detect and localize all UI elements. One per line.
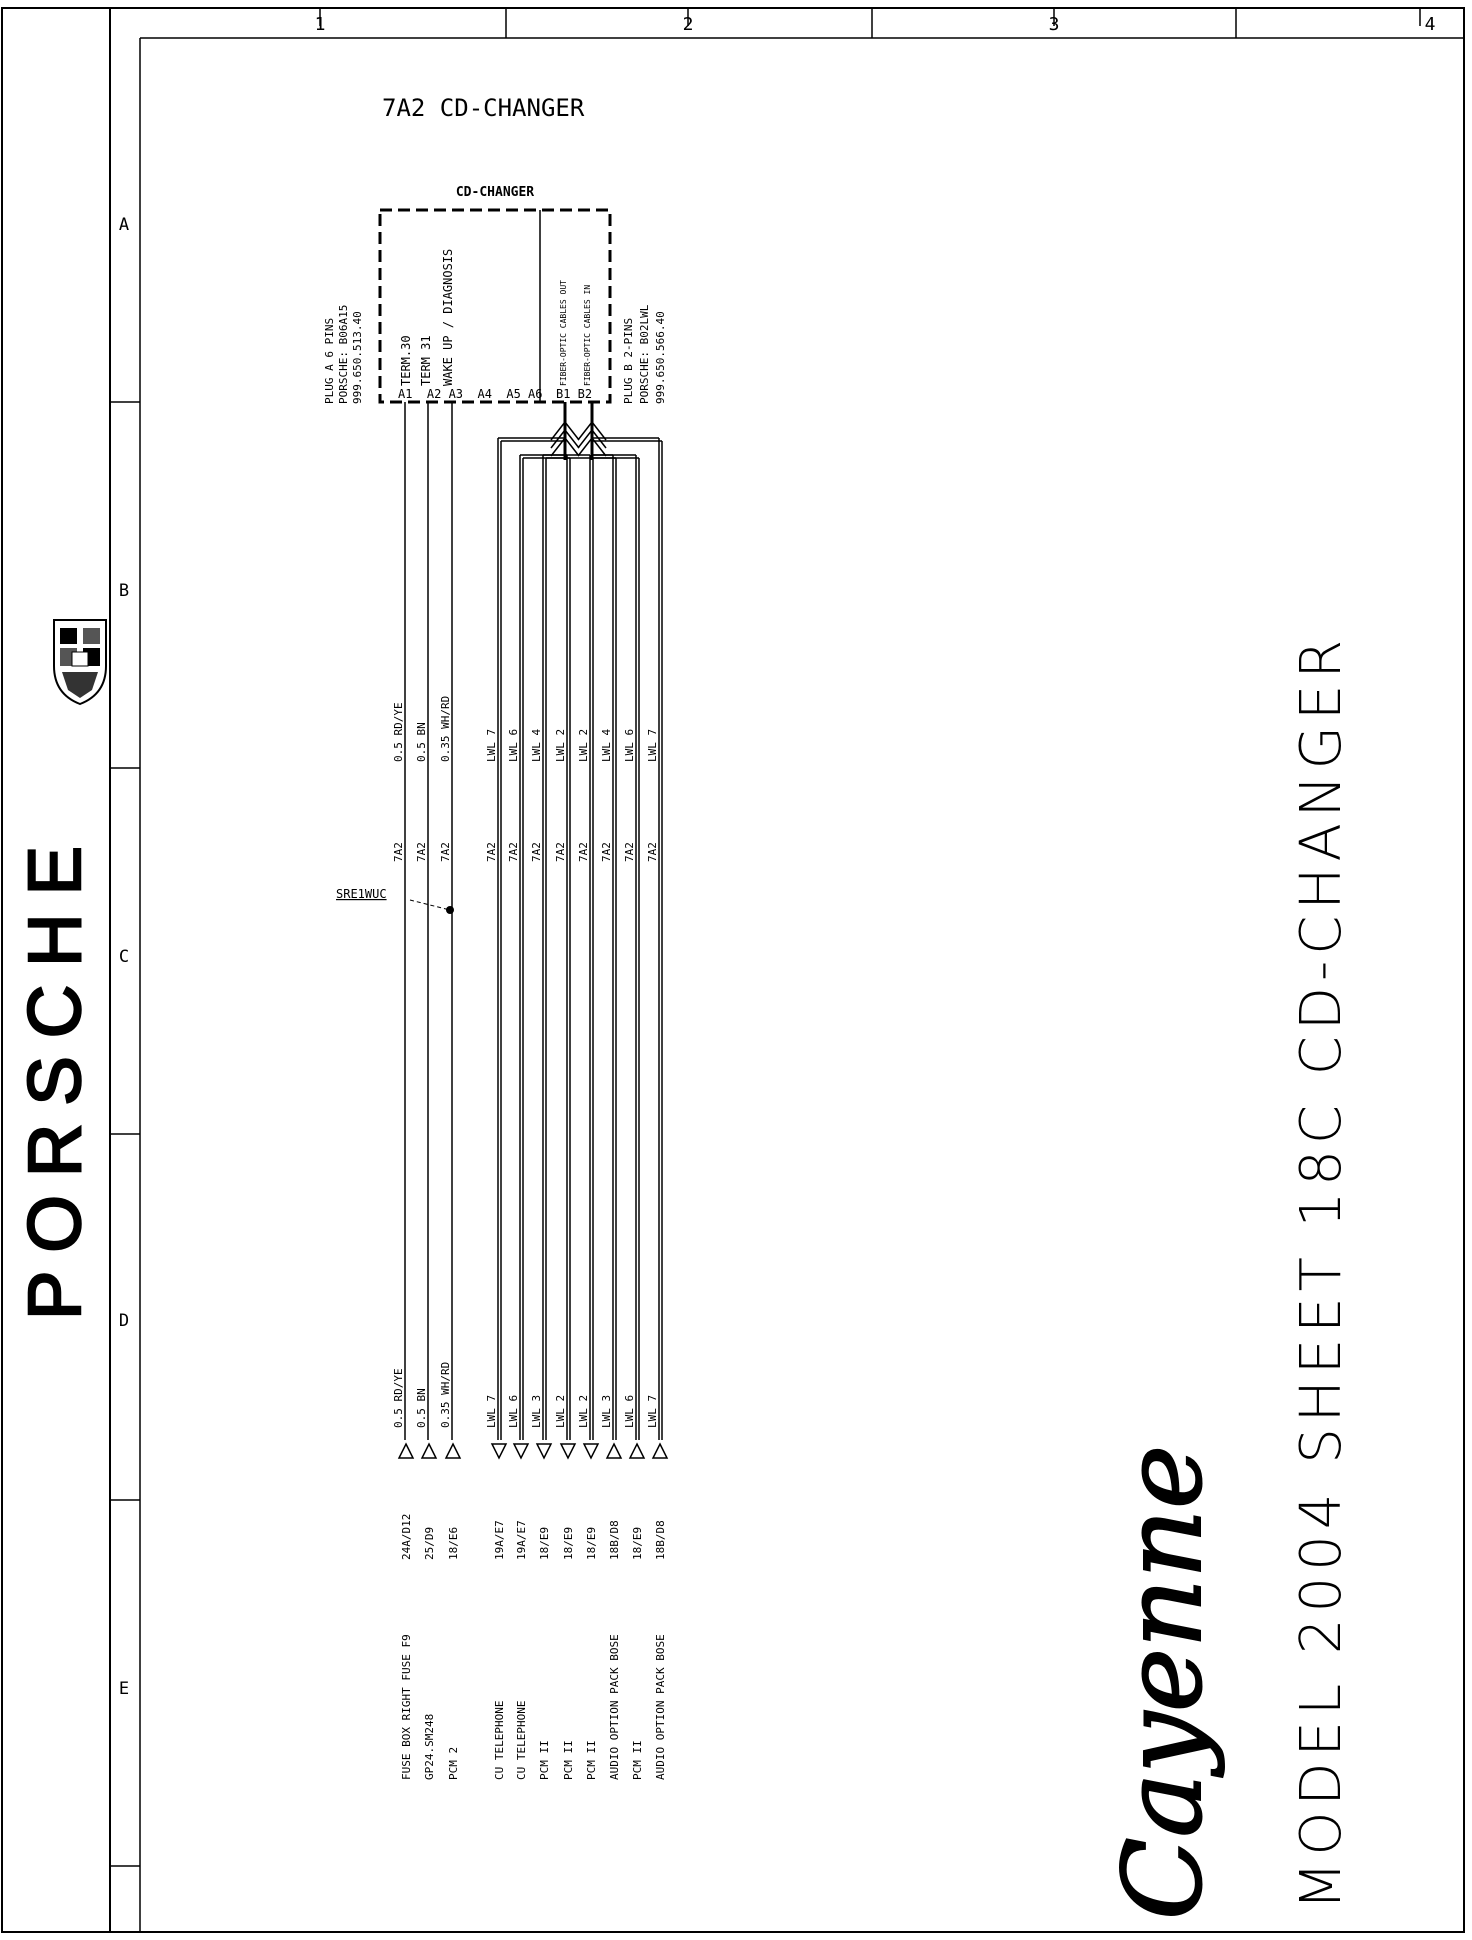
wire-destination: AUDIO OPTION PACK BOSE [608, 1634, 621, 1780]
plug-a-spec-line: PLUG A 6 PINS [323, 317, 336, 404]
wire-id: 7A2 [554, 842, 567, 862]
connector-terminal [422, 1444, 436, 1458]
porsche-crest-icon [54, 620, 106, 704]
row-label-A: A [118, 215, 130, 235]
plug-b-spec-line: PORSCHE: B02LWL [638, 304, 651, 404]
connector-terminal [653, 1444, 667, 1458]
wire-label-lower: 0.5 RD/YE [392, 1368, 405, 1428]
wire [592, 455, 621, 1458]
wire [561, 455, 575, 1458]
wire-reference: 18/E9 [538, 1526, 551, 1560]
wire-destination: PCM 2 [447, 1746, 460, 1780]
wire-reference: 18/E9 [562, 1526, 575, 1560]
plug-a-spec-line: PORSCHE: B06A15 [337, 304, 350, 404]
component-label: CD-CHANGER [455, 185, 535, 200]
connector-terminal [561, 1444, 575, 1458]
wire [514, 455, 565, 1458]
wire-label-lower: 0.35 WH/RD [439, 1361, 452, 1428]
wire-reference: 18B/D8 [608, 1520, 621, 1560]
wire-destination: CU TELEPHONE [493, 1700, 506, 1780]
pin-function-a1: TERM.30 [399, 335, 413, 386]
wire-id: 7A2 [485, 842, 498, 862]
wire-destination: AUDIO OPTION PACK BOSE [654, 1634, 667, 1780]
pin-function-a3: WAKE UP / DIAGNOSIS [441, 248, 455, 386]
wire-reference: 19A/E7 [493, 1520, 506, 1560]
wire-reference: 18/E6 [447, 1526, 460, 1560]
wire-label-lower: LWL 2 [577, 1394, 590, 1428]
wire-id: 7A2 [507, 842, 520, 862]
fiber-bundle-chevron [578, 402, 606, 460]
sheet-heading: 7A2 CD-CHANGER [382, 94, 585, 122]
wire-label-lower: LWL 7 [646, 1394, 659, 1428]
connector-terminal [630, 1444, 644, 1458]
wire-id: 7A2 [392, 842, 405, 862]
wire-destination: PCM II [538, 1740, 551, 1780]
column-label-4: 4 [1424, 14, 1436, 35]
wire-label-lower: 0.5 BN [415, 1388, 428, 1428]
connector-terminal [399, 1444, 413, 1458]
wire [492, 438, 565, 1458]
row-label-D: D [118, 1311, 130, 1331]
wire-destination: CU TELEPHONE [515, 1700, 528, 1780]
wire-label-lower: LWL 7 [485, 1394, 498, 1428]
column-label-1: 1 [314, 14, 326, 35]
wire [592, 455, 644, 1458]
wire-label-upper: 0.5 RD/YE [392, 702, 405, 762]
sheet-title: MODEL 2004 SHEET 18C CD-CHANGER [1289, 633, 1354, 1910]
wire-reference: 18B/D8 [654, 1520, 667, 1560]
wire-label-upper: LWL 7 [485, 728, 498, 762]
plug-a-pin-numbers: A1 A2 A3 A4 A5 A6 [398, 387, 543, 401]
column-label-2: 2 [682, 14, 694, 35]
plug-b-pin-numbers: B1 B2 [556, 387, 593, 401]
plug-a-spec [323, 305, 364, 404]
wire-label-upper: LWL 4 [600, 728, 613, 762]
row-label-E: E [118, 1679, 130, 1699]
pin-function-a2: TERM 31 [419, 335, 433, 386]
wire-destination: FUSE BOX RIGHT FUSE F9 [400, 1634, 413, 1780]
wire-destination: PCM II [631, 1740, 644, 1780]
pin-function-b1: FIBER-OPTIC CABLES OUT [559, 280, 568, 386]
outer-frame [2, 8, 1464, 1932]
wire-label-lower: LWL 6 [507, 1394, 520, 1428]
wire-label-upper: LWL 6 [623, 728, 636, 762]
wire-label-upper: LWL 4 [530, 728, 543, 762]
connector-terminal [492, 1444, 506, 1458]
porsche-logo-text: PORSCHE [13, 828, 96, 1320]
wire-destination: PCM II [585, 1740, 598, 1780]
plug-b-spec-line: PLUG B 2-PINS [622, 317, 635, 404]
wire-label-lower: LWL 3 [530, 1394, 543, 1428]
wire-label-upper: LWL 2 [554, 728, 567, 762]
connector-terminal [607, 1444, 621, 1458]
wire-label-lower: LWL 6 [623, 1394, 636, 1428]
splice-point [446, 906, 454, 914]
wire-id: 7A2 [439, 842, 452, 862]
wire-destination: PCM II [562, 1740, 575, 1780]
wire-reference: 18/E9 [585, 1526, 598, 1560]
wire [446, 402, 460, 1458]
fiber-bundle-chevron [551, 402, 579, 460]
wire [399, 402, 413, 1458]
splice-label: SRE1WUC [336, 887, 387, 901]
wire-label-lower: LWL 3 [600, 1394, 613, 1428]
wire-id: 7A2 [623, 842, 636, 862]
connector-terminal [584, 1444, 598, 1458]
connector-terminal [514, 1444, 528, 1458]
connector-terminal [446, 1444, 460, 1458]
wire-label-upper: LWL 2 [577, 728, 590, 762]
wire-label-lower: LWL 2 [554, 1394, 567, 1428]
row-label-B: B [118, 581, 130, 601]
wire-reference: 25/D9 [423, 1526, 436, 1560]
wire-label-upper: LWL 6 [507, 728, 520, 762]
plug-a-spec-line: 999.650.513.40 [351, 311, 364, 404]
wire [422, 402, 436, 1458]
wire-id: 7A2 [530, 842, 543, 862]
splice-leader [410, 900, 450, 910]
wire [537, 455, 565, 1458]
pin-function-b2: FIBER-OPTIC CABLES IN [583, 284, 592, 386]
wire-id: 7A2 [415, 842, 428, 862]
plug-b-spec-line: 999.650.566.40 [654, 311, 667, 404]
wire-id: 7A2 [646, 842, 659, 862]
plug-b-functions [559, 280, 592, 386]
wire-reference: 24A/D12 [400, 1513, 413, 1560]
plug-a-functions [399, 249, 455, 386]
row-label-C: C [118, 947, 130, 967]
wire [592, 438, 667, 1458]
column-label-3: 3 [1048, 14, 1060, 35]
cayenne-script-logo: Cayenne [1101, 1445, 1226, 1920]
wire-destination: GP24.SM248 [423, 1713, 436, 1780]
cd-changer-component-box [380, 210, 610, 402]
wire-id: 7A2 [577, 842, 590, 862]
wire-label-upper: 0.5 BN [415, 722, 428, 762]
wire-label-upper: LWL 7 [646, 728, 659, 762]
wire-id: 7A2 [600, 842, 613, 862]
wire-label-upper: 0.35 WH/RD [439, 695, 452, 762]
connector-terminal [537, 1444, 551, 1458]
wire-reference: 19A/E7 [515, 1520, 528, 1560]
wire-reference: 18/E9 [631, 1526, 644, 1560]
plug-b-spec [622, 304, 667, 404]
wires-layer [392, 402, 667, 1780]
